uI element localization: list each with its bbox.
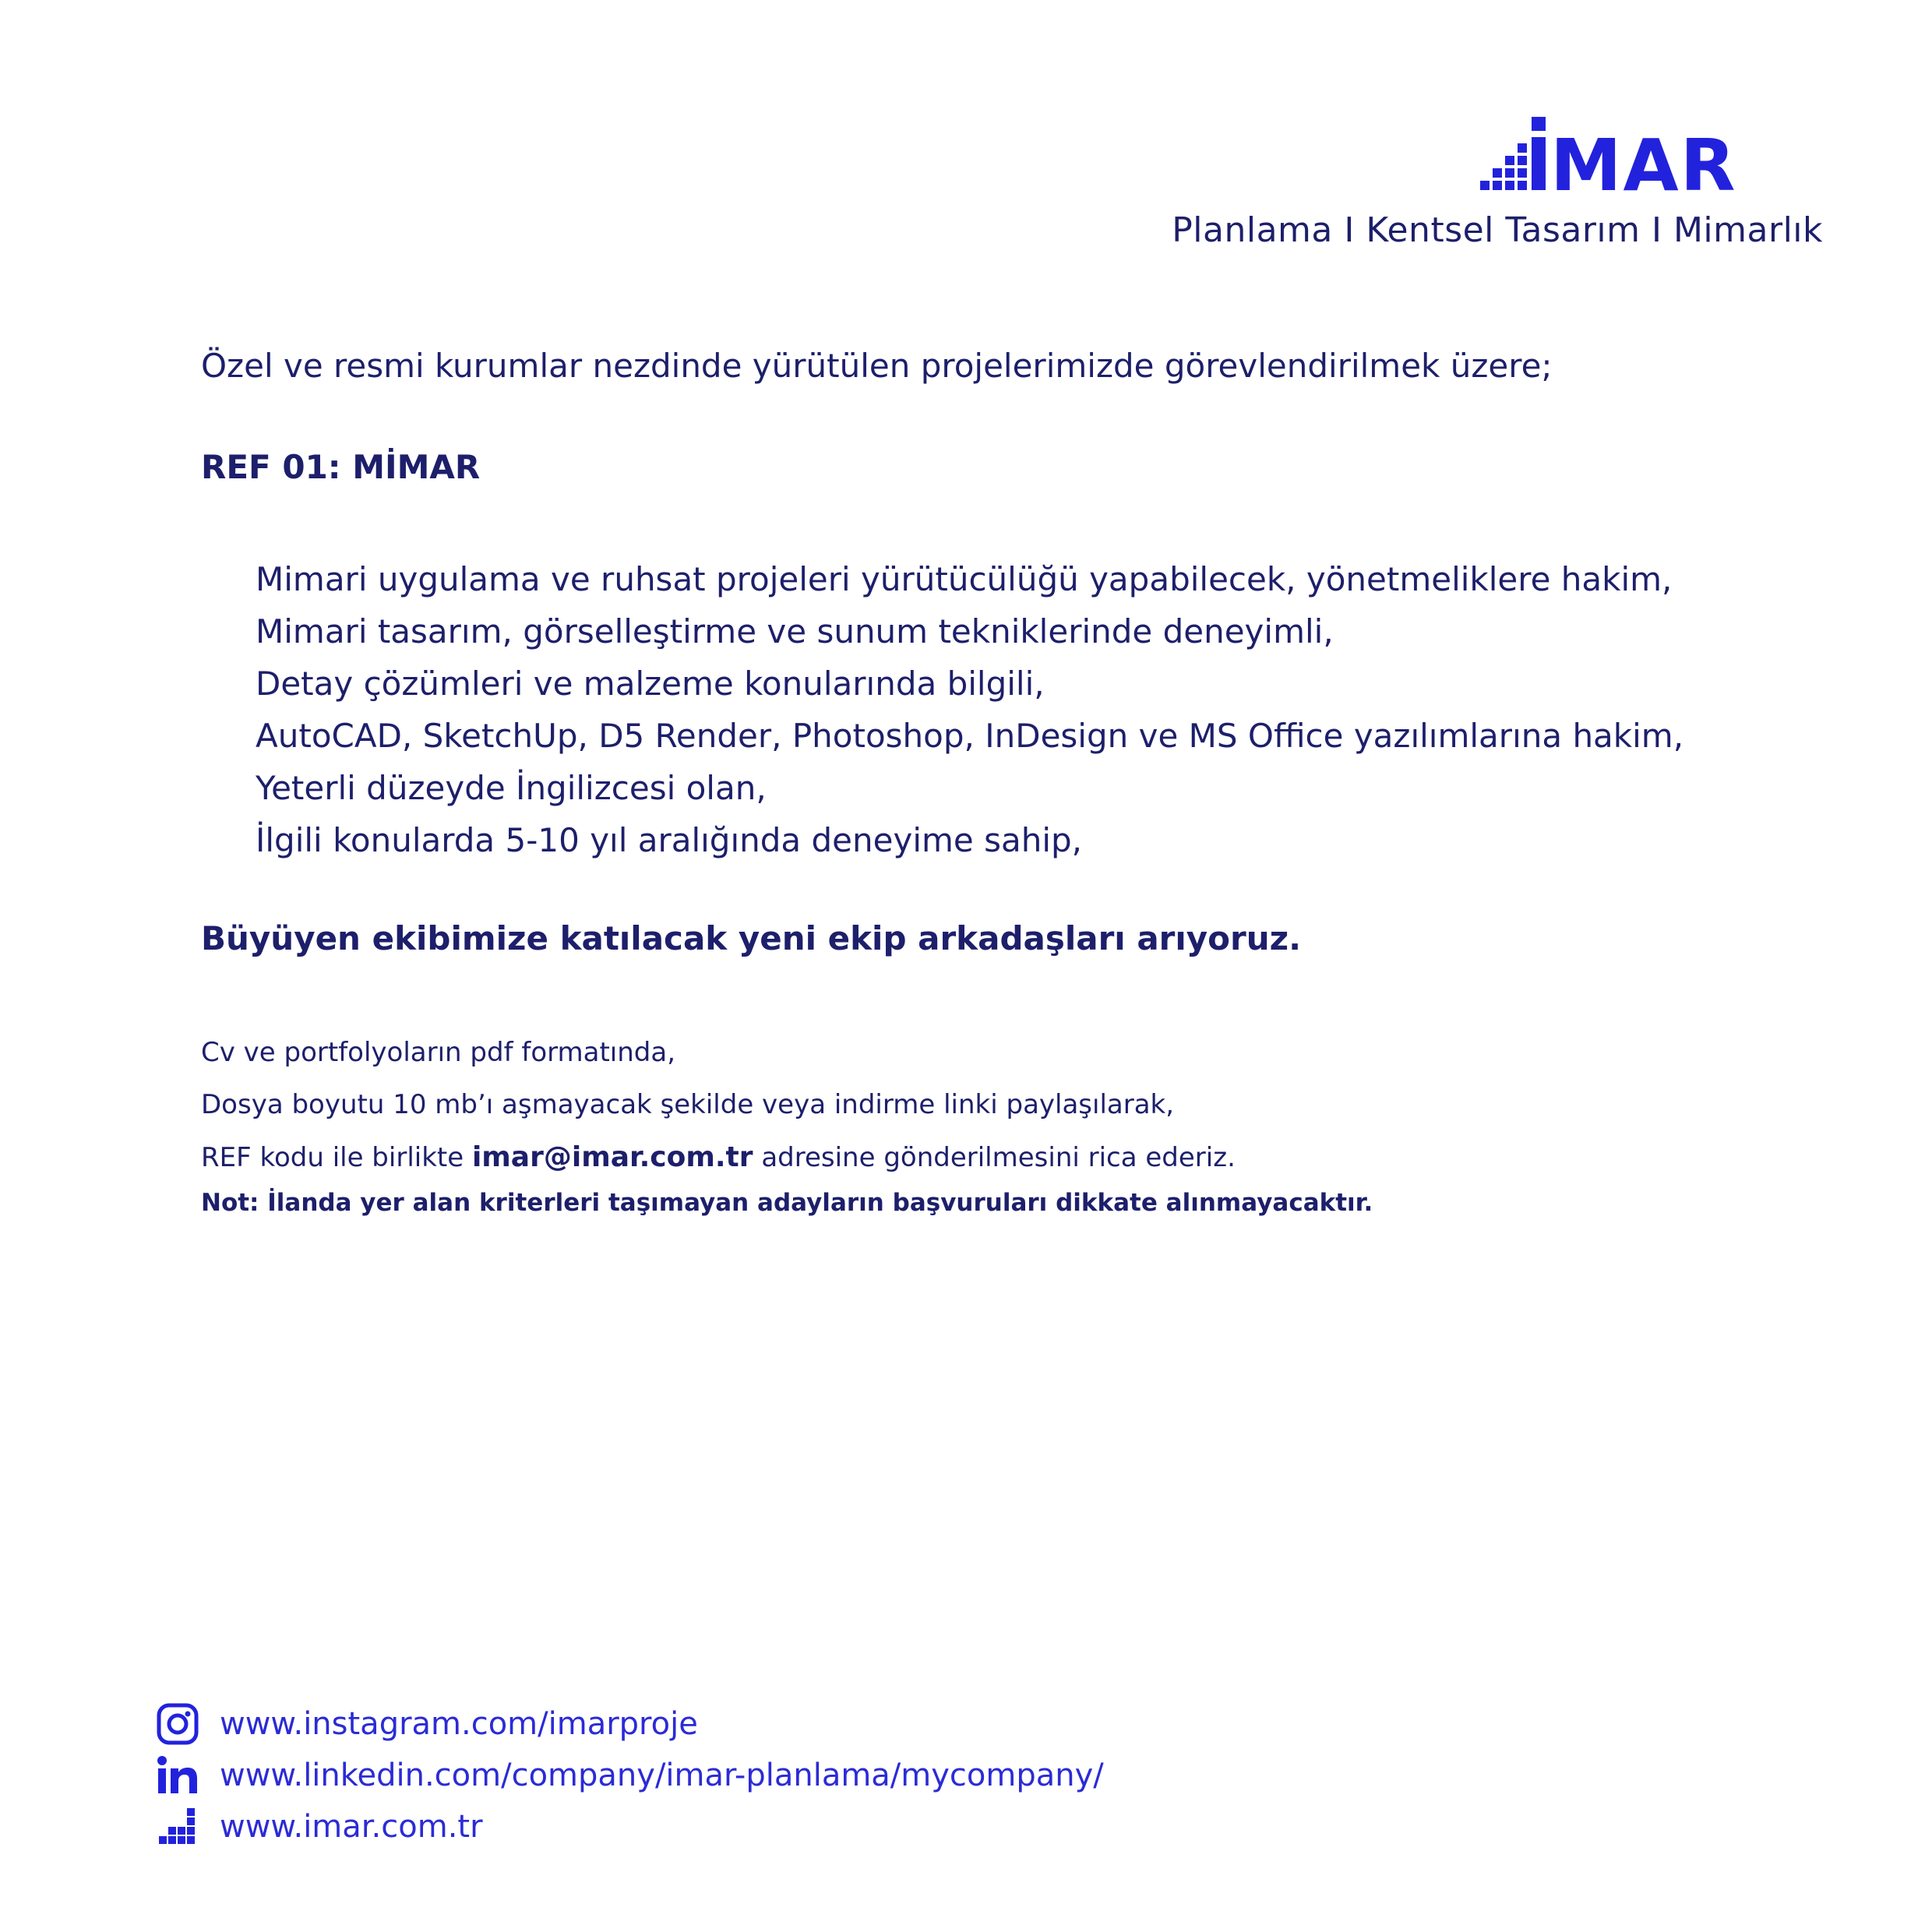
application-line: Cv ve portfolyoların pdf formatında, — [201, 1037, 676, 1068]
requirement-item: Mimari tasarım, görselleştirme ve sunum tekniklerinde deneyimli, — [256, 612, 1334, 650]
requirements-list — [256, 553, 1683, 866]
brand-tagline: Planlama I Kentsel Tasarım I Mimarlık — [1172, 210, 1823, 250]
contact-list — [156, 1698, 1104, 1853]
requirement-item: Detay çözümleri ve malzeme konularında bilgili, — [256, 665, 1045, 703]
requirement-item: AutoCAD, SketchUp, D5 Render, Photoshop, InDesign ve MS Office yazılımlarına hakim, — [256, 717, 1684, 755]
ref-title: REF 01: MİMAR — [201, 448, 481, 486]
application-instructions — [201, 1027, 1236, 1183]
website-link[interactable]: www.imar.com.tr — [220, 1809, 483, 1845]
contact-website[interactable] — [156, 1801, 1104, 1853]
requirement-item: Mimari uygulama ve ruhsat projeleri yürütücülüğü yapabilecek, yönetmeliklere hakim, — [256, 560, 1673, 598]
email-link[interactable]: imar@imar.com.tr — [471, 1141, 753, 1173]
intro-text: Özel ve resmi kurumlar nezdinde yürütülen projelerimizde görevlendirilmek üzere; — [201, 347, 1553, 385]
application-line — [201, 1131, 1236, 1183]
instagram-link[interactable]: www.instagram.com/imarproje — [220, 1706, 698, 1742]
instagram-icon — [156, 1702, 199, 1746]
svg-text:MAR: MAR — [1550, 124, 1737, 203]
imar-icon — [156, 1805, 199, 1849]
brand-header — [1172, 117, 1823, 257]
imar-logo — [1480, 117, 1823, 203]
linkedin-link[interactable]: www.linkedin.com/company/imar-planlama/mycompany/ — [220, 1757, 1104, 1793]
note-text: Not: İlanda yer alan kriterleri taşımayan adayların başvuruları dikkate alınmayacaktır. — [201, 1189, 1373, 1217]
contact-instagram[interactable] — [156, 1698, 1104, 1750]
application-suffix: adresine gönderilmesini rica ederiz. — [753, 1142, 1236, 1173]
requirement-item: Yeterli düzeyde İngilizcesi olan, — [256, 769, 767, 807]
application-line: Dosya boyutu 10 mb’ı aşmayacak şekilde veya indirme linki paylaşılarak, — [201, 1089, 1175, 1120]
linkedin-icon — [156, 1754, 199, 1797]
application-prefix: REF kodu ile birlikte — [201, 1142, 472, 1173]
requirement-item: İlgili konularda 5-10 yıl aralığında deneyime sahip, — [256, 821, 1083, 859]
contact-linkedin[interactable] — [156, 1750, 1104, 1801]
closing-text: Büyüyen ekibimize katılacak yeni ekip arkadaşları arıyoruz. — [201, 919, 1302, 957]
